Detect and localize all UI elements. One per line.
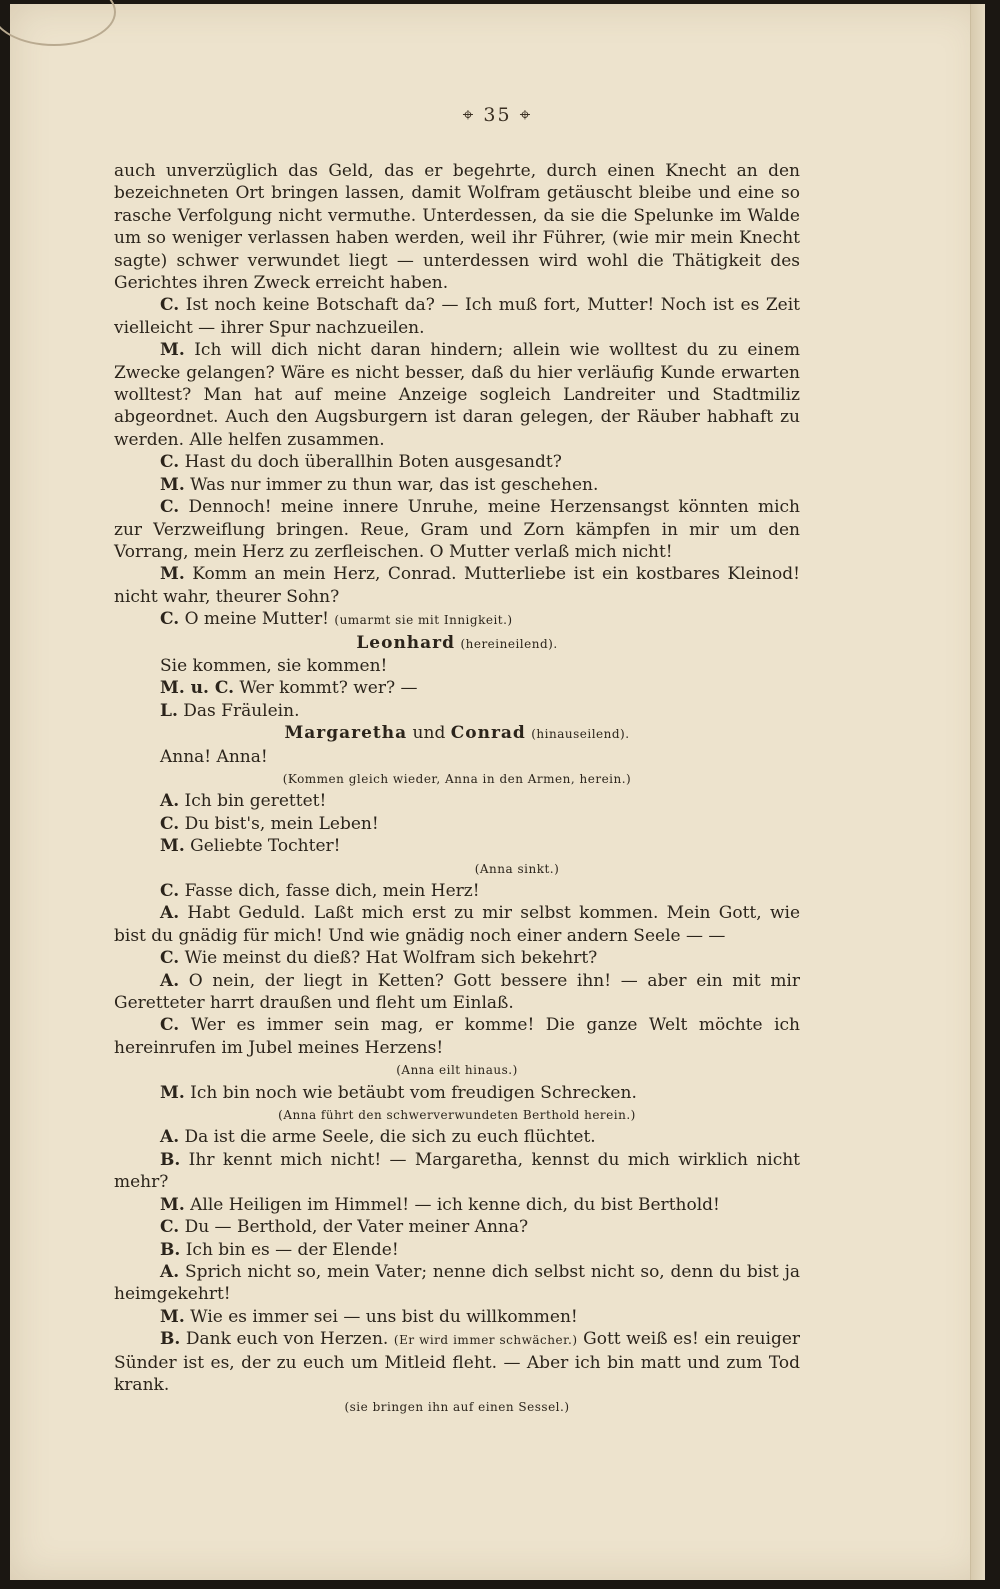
speech-line <box>114 947 800 969</box>
speech-line <box>114 339 800 451</box>
speech-line <box>114 1239 800 1261</box>
speaker: M. <box>160 836 185 857</box>
speech-line <box>114 813 800 835</box>
speech-line <box>114 1082 800 1104</box>
speech-line <box>114 1194 800 1216</box>
speech-text: Sprich nicht so, mein Vater; nenne dich selbst nicht so, denn du bist ja heimgekehrt! <box>114 1261 800 1305</box>
speech-line <box>114 677 800 699</box>
speaker: L. <box>160 700 178 721</box>
speech-text: Geliebte Tochter! <box>190 836 341 857</box>
stage-direction: (Kommen gleich wieder, Anna in den Armen, herein.) <box>282 771 632 786</box>
speech-line <box>114 294 800 339</box>
speaker: A. <box>160 791 180 812</box>
speech-text: Ist noch keine Botschaft da? — Ich muß fort, Mutter! Noch ist es Zeit vielleicht — ihrer Spur nachzueilen. <box>114 295 800 338</box>
speaker: M. <box>160 474 185 495</box>
speech-line <box>114 1126 800 1148</box>
book-page <box>10 4 985 1580</box>
speech-line: Anna! Anna! <box>160 746 268 767</box>
speaker: B. <box>160 1239 181 1260</box>
stage-direction: (sie bringen ihn auf einen Sessel.) <box>344 1400 570 1415</box>
stage-direction: (Anna führt den schwerverwundeten Berthold herein.) <box>278 1108 636 1123</box>
speech-text: Wie es immer sei — uns bist du willkommen! <box>190 1306 578 1327</box>
conjunction: und <box>412 723 446 744</box>
speech-text: Komm an mein Herz, Conrad. Mutterliebe ist ein kostbares Kleinod! nicht wahr, theurer Sohn? <box>114 564 800 607</box>
speech-line <box>114 790 800 812</box>
page-edge <box>970 4 985 1580</box>
speech-line <box>114 1328 800 1396</box>
speech-line <box>114 608 800 631</box>
speech-text: Gott weiß es! ein reuiger Sünder ist es, der zu euch um Mitleid fleht. — Aber ich bin matt und zum Tod krank. <box>114 1329 801 1395</box>
speech-line <box>114 451 800 473</box>
speech-line <box>114 902 800 947</box>
speaker: C. <box>160 609 180 630</box>
speaker: A. <box>160 970 180 991</box>
speech-text: Wer es immer sein mag, er komme! Die ganze Welt möchte ich hereinrufen im Jubel meines Herzens! <box>114 1015 801 1058</box>
speech-line <box>114 1014 800 1059</box>
speech-text: O nein, der liegt in Ketten? Gott bessere ihn! — aber ein mit mir Geretteter harrt draußen und fleht um Einlaß. <box>114 970 800 1014</box>
speech-text: Ich bin gerettet! <box>184 791 327 812</box>
speaker: A. <box>160 1261 180 1282</box>
speech-text: Dank euch von Herzen. <box>185 1329 389 1350</box>
speaker: C. <box>160 813 180 834</box>
speech-line <box>114 1306 800 1328</box>
speech-text: Du bist's, mein Leben! <box>184 813 379 834</box>
stage-direction: (Er wird immer schwächer.) <box>393 1333 578 1348</box>
speaker: M. <box>160 564 185 585</box>
speaker: M. u. C. <box>160 678 235 699</box>
speaker: A. <box>160 1127 180 1148</box>
speech-text: O meine Mutter! <box>184 609 329 630</box>
speech-text: Da ist die arme Seele, die sich zu euch flüchtet. <box>184 1127 596 1148</box>
speech-text: Ich bin noch wie betäubt vom freudigen Schrecken. <box>190 1082 637 1103</box>
speaker: B. <box>160 1149 181 1170</box>
speaker: C. <box>160 881 180 901</box>
entrance-heading <box>114 632 800 655</box>
page-number: 35 <box>483 104 512 126</box>
entrance-heading <box>114 722 800 745</box>
speech-line <box>114 1261 800 1306</box>
ornament-right-icon: ⌖ <box>519 104 533 126</box>
speaker: C. <box>160 497 180 518</box>
stage-direction: (Anna eilt hinaus.) <box>396 1063 518 1078</box>
speech-line <box>114 1149 800 1194</box>
corner-fold-mark <box>0 0 116 46</box>
speaker: B. <box>160 1329 181 1350</box>
speech-text: Wer kommt? wer? — <box>239 678 418 699</box>
speech-line <box>114 880 800 902</box>
stage-direction: (Anna sinkt.) <box>474 861 560 876</box>
speaker: C. <box>160 452 180 473</box>
speech-text: Alle Heiligen im Himmel! — ich kenne dich, du bist Berthold! <box>190 1194 720 1215</box>
speaker: M. <box>160 1194 185 1215</box>
speech-text: Ihr kennt mich nicht! — Margaretha, kennst du mich wirklich nicht mehr? <box>114 1149 801 1193</box>
speaker: A. <box>160 903 180 924</box>
speech-line <box>114 563 800 608</box>
stage-direction: (umarmt sie mit Innigkeit.) <box>334 613 513 628</box>
speaker: M. <box>160 1306 185 1327</box>
speech-line: Sie kommen, sie kommen! <box>160 655 388 676</box>
speech-text: Hast du doch überallhin Boten ausgesandt? <box>184 452 562 473</box>
character-name: Leonhard <box>356 632 456 653</box>
speech-text: Du — Berthold, der Vater meiner Anna? <box>184 1217 529 1238</box>
speech-text: Wie meinst du dieß? Hat Wolfram sich bekehrt? <box>184 948 598 969</box>
page-body <box>114 160 800 1419</box>
speech-text: Das Fräulein. <box>183 700 300 721</box>
speech-text: Ich will dich nicht daran hindern; allein wie wolltest du zu einem Zwecke gelangen? Wäre es nicht besser, daß du hier verläufig Kunde erwarten wolltest? Man hat auf meine Anzeige sogleich Landreiter und Stadtmiliz abgeordnet. Auch den Augsburgern ist daran gelegen, der Räuber habhaft zu werden. Alle helfen zusammen. <box>114 340 801 450</box>
speaker: C. <box>160 1015 180 1036</box>
speech-line <box>114 700 800 722</box>
speaker: C. <box>160 295 180 316</box>
character-name: Conrad <box>450 723 526 744</box>
speech-line <box>114 970 800 1015</box>
speech-line <box>114 835 800 857</box>
speech-text: Ich bin es — der Elende! <box>185 1239 399 1260</box>
stage-direction: (hereineilend). <box>460 636 558 651</box>
speech-line <box>114 1216 800 1238</box>
stage-direction: (hinauseilend). <box>531 727 630 742</box>
speech-text: Dennoch! meine innere Unruhe, meine Herzensangst könnten mich zur Verzweiflung bringen. Reue, Gram und Zorn kämpfen in mir um den Vorrang, mein Herz zu zerfleischen. O Mutter verlaß mich nicht! <box>114 497 800 562</box>
speech-line <box>114 496 800 563</box>
speech-text: Fasse dich, fasse dich, mein Herz! <box>184 881 480 901</box>
speaker: M. <box>160 1082 185 1103</box>
speech-text: Habt Geduld. Laßt mich erst zu mir selbst kommen. Mein Gott, wie bist du gnädig für mich! Und wie gnädig noch einer andern Seele — — <box>114 903 801 946</box>
character-name: Margaretha <box>284 723 408 744</box>
page-header <box>10 104 985 126</box>
speaker: C. <box>160 1217 180 1238</box>
ornament-left-icon: ⌖ <box>462 104 476 126</box>
speaker: M. <box>160 340 185 361</box>
speech-line <box>114 474 800 496</box>
speaker: C. <box>160 948 180 969</box>
speech-text: Was nur immer zu thun war, das ist geschehen. <box>190 474 599 495</box>
paragraph: auch unverzüglich das Geld, das er begehrte, durch einen Knecht an den bezeichneten Ort bringen lassen, damit Wolfram getäuscht bleibe und eine so rasche Verfolgung nicht vermuthe. Unterdessen, da sie die Spelunke im Walde um so weniger verlassen haben werden, weil ihr Führer, (wie mir mein Knecht sagte) schwer verwundet liegt — unterdessen wird wohl die Thätigkeit des Gerichtes ihren Zweck erreicht haben. <box>114 161 800 294</box>
